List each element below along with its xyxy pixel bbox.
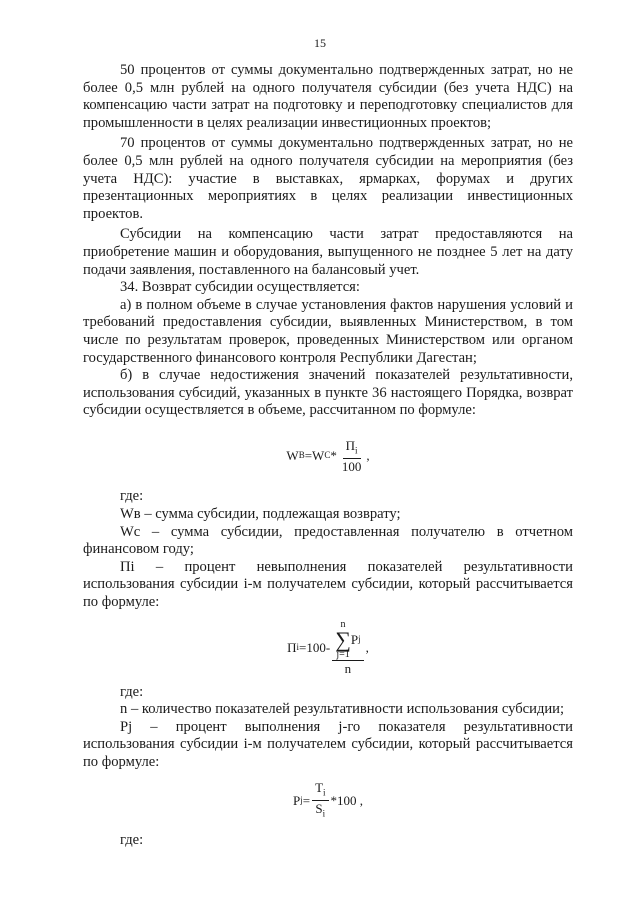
formula-fraction [332,620,363,676]
paragraph: Субсидии на компенсацию части затрат предоставляются на приобретение машин и оборудования, выпущенного не позднее 5 лет на дату подачи заявления, поставленного на балансовый учет. [83,226,573,278]
formula-tail: , [365,639,369,655]
paragraph: Wв – сумма субсидии, подлежащая возврату; [120,506,401,523]
where-label: где: [120,683,144,700]
formula-lhs: П [287,639,297,655]
formula-lhs-sub: B [298,450,305,461]
formula-denominator-sub: i [322,808,326,819]
formula-tail: *100 , [330,792,364,808]
where-label: где: [120,831,144,848]
paragraph: Pj – процент выполнения j-го показателя результативности использования субсидии i-м получателем субсидии, который рассчитывается по формуле: [83,718,573,770]
paragraph: Пi – процент невыполнения показателей результативности использования субсидии i-м получателем субсидии, который рассчитывается по формуле: [83,558,573,611]
formula-numerator: П [345,437,356,453]
where-label: где: [120,488,144,505]
formula-denominator: S [315,801,323,817]
page-number: 15 [314,36,326,50]
formula-lhs-sub: i [296,641,300,652]
formula-numerator: P [350,632,359,648]
formula-fulfillment [83,780,573,822]
formula-fraction [339,438,365,475]
formula-return-amount [83,438,573,475]
paragraph: а) в полном объеме в случае установления фактов нарушения условий и требований предоставления субсидии, выявленных Министерством, в том числе по результатам проверок, проведенных Министерством или органом государственного финансового контроля Республики Дагестан; [83,296,573,366]
sum-operator [335,620,351,660]
sum-sign: ∑ [335,626,351,652]
sum-lower-limit: j=1 [336,648,350,660]
formula-numerator-sub: j [358,634,361,645]
document-body [83,62,573,849]
paragraph: n – количество показателей результативности использования субсидии; [120,701,565,718]
formula-numerator-sub: i [355,445,358,456]
formula-denominator: n [344,660,352,676]
sum-upper-limit: n [340,618,346,630]
paragraph: 70 процентов от суммы документально подтвержденных затрат, но не более 0,5 млн рублей на одного получателя субсидии на мероприятия (без учета НДС): участие в выставках, ярмарках, форумах и других презентационных мероприятиях в целях реализации инвестиционных проектов. [83,135,573,222]
formula-tail: , [366,448,370,464]
formula-lhs: W [286,448,299,464]
formula-fraction [312,780,328,822]
formula-eq: =100- [299,639,331,655]
paragraph: б) в случае недостижения значений показателей результативности, использования субсидий, указанных в пункте 36 настоящего Порядка, возврат субсидии осуществляется в объеме, рассчитанном по формуле: [83,367,573,419]
formula-c-sub: C [324,450,331,461]
formula-lhs-sub: j [300,794,303,805]
paragraph: 50 процентов от суммы документально подтвержденных затрат, но не более 0,5 млн рублей на одного получателя субсидии (без учета НДС) на компенсацию части затрат на подготовку и переподготовку специалистов для промышленности в целях реализации инвестиционных проектов; [83,62,573,131]
paragraph: Wс – сумма субсидии, предоставленная получателю в отчетном финансовом году; [83,523,573,558]
formula-eq: =W [304,448,325,464]
formula-numerator: T [315,779,324,795]
formula-numerator-sub: i [323,787,326,798]
formula-times: * [330,448,337,464]
paragraph: 34. Возврат субсидии осуществляется: [120,279,360,296]
formula-denominator: 100 [341,459,362,475]
formula-nonfulfillment [83,620,573,676]
formula-lhs: P [292,792,301,808]
formula-eq: = [302,792,311,808]
